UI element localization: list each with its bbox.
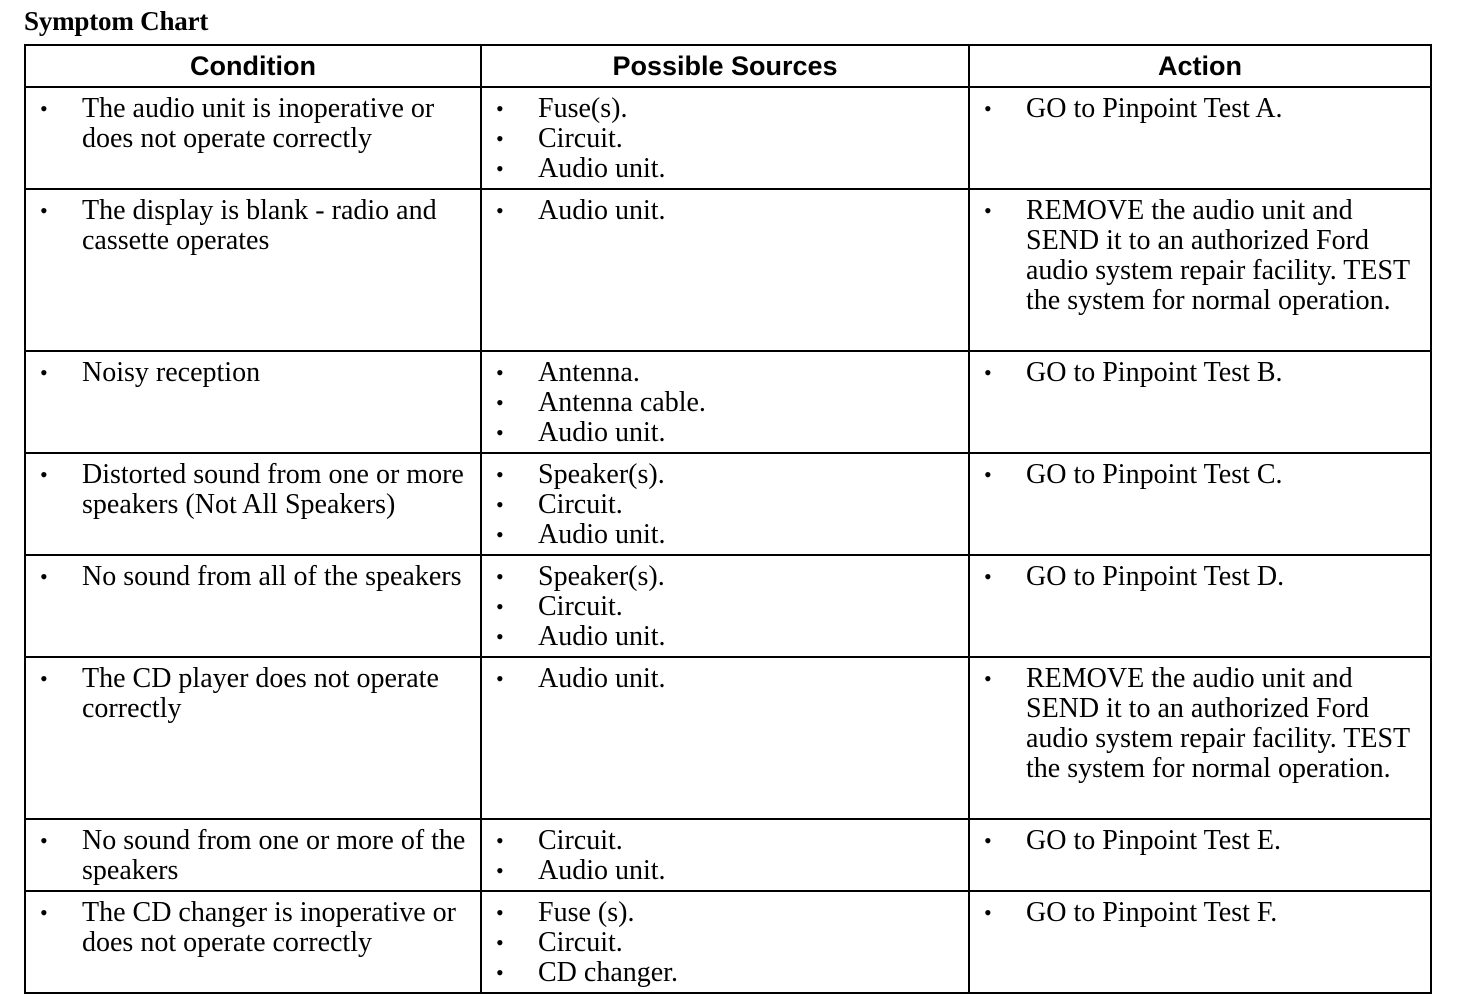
action-cell [969, 657, 1431, 819]
condition-cell [25, 87, 481, 189]
source-item: • CD changer. [482, 958, 962, 988]
sources-cell [481, 891, 969, 993]
sources-cell [481, 555, 969, 657]
condition-text: • Noisy reception [26, 358, 474, 388]
source-item: • Speaker(s). [482, 460, 962, 490]
condition-text: • No sound from one or more of the speakers [26, 826, 474, 886]
source-item: • Circuit. [482, 928, 962, 958]
source-item: • Circuit. [482, 490, 962, 520]
action-cell [969, 351, 1431, 453]
condition-text: • No sound from all of the speakers [26, 562, 474, 592]
table-row [25, 351, 1431, 453]
sources-cell [481, 351, 969, 453]
source-item: • Fuse (s). [482, 898, 962, 928]
condition-cell [25, 657, 481, 819]
header-possible-sources: Possible Sources [481, 45, 969, 87]
action-cell [969, 87, 1431, 189]
condition-cell [25, 819, 481, 891]
source-item: • Circuit. [482, 592, 962, 622]
action-text: • GO to Pinpoint Test F. [970, 898, 1424, 928]
symptom-chart-table [24, 44, 1432, 994]
condition-text: • Distorted sound from one or more speakers (Not All Speakers) [26, 460, 474, 520]
sources-cell [481, 189, 969, 351]
action-cell [969, 891, 1431, 993]
sources-cell [481, 819, 969, 891]
action-text: • REMOVE the audio unit and SEND it to an authorized Ford audio system repair facility. TEST the system for normal operation. [970, 664, 1424, 784]
header-condition: Condition [25, 45, 481, 87]
action-text: • GO to Pinpoint Test A. [970, 94, 1424, 124]
table-row [25, 891, 1431, 993]
action-cell [969, 189, 1431, 351]
source-item: • Audio unit. [482, 418, 962, 448]
sources-cell [481, 87, 969, 189]
page-title: Symptom Chart [24, 6, 209, 36]
source-item: • Circuit. [482, 124, 962, 154]
source-item: • Speaker(s). [482, 562, 962, 592]
source-item: • Audio unit. [482, 154, 962, 184]
action-text: • GO to Pinpoint Test C. [970, 460, 1424, 490]
table-row [25, 657, 1431, 819]
table-row [25, 819, 1431, 891]
condition-text: • The audio unit is inoperative or does not operate correctly [26, 94, 474, 154]
action-text: • GO to Pinpoint Test B. [970, 358, 1424, 388]
source-item: • Audio unit. [482, 196, 962, 226]
condition-cell [25, 555, 481, 657]
condition-text: • The CD player does not operate correctly [26, 664, 474, 724]
condition-cell [25, 453, 481, 555]
source-item: • Circuit. [482, 826, 962, 856]
header-action: Action [969, 45, 1431, 87]
action-text: • REMOVE the audio unit and SEND it to an authorized Ford audio system repair facility. TEST the system for normal operation. [970, 196, 1424, 316]
source-item: • Antenna cable. [482, 388, 962, 418]
action-cell [969, 555, 1431, 657]
source-item: • Audio unit. [482, 664, 962, 694]
table-row [25, 453, 1431, 555]
source-item: • Audio unit. [482, 622, 962, 652]
action-cell [969, 453, 1431, 555]
source-item: • Audio unit. [482, 520, 962, 550]
table-row [25, 555, 1431, 657]
sources-cell [481, 453, 969, 555]
condition-cell [25, 351, 481, 453]
action-text: • GO to Pinpoint Test E. [970, 826, 1424, 856]
table-row [25, 189, 1431, 351]
condition-cell [25, 891, 481, 993]
source-item: • Audio unit. [482, 856, 962, 886]
sources-cell [481, 657, 969, 819]
action-text: • GO to Pinpoint Test D. [970, 562, 1424, 592]
condition-cell [25, 189, 481, 351]
action-cell [969, 819, 1431, 891]
condition-text: • The CD changer is inoperative or does not operate correctly [26, 898, 474, 958]
source-item: • Fuse(s). [482, 94, 962, 124]
source-item: • Antenna. [482, 358, 962, 388]
condition-text: • The display is blank - radio and cassette operates [26, 196, 474, 256]
table-header-row [25, 45, 1431, 87]
table-row [25, 87, 1431, 189]
